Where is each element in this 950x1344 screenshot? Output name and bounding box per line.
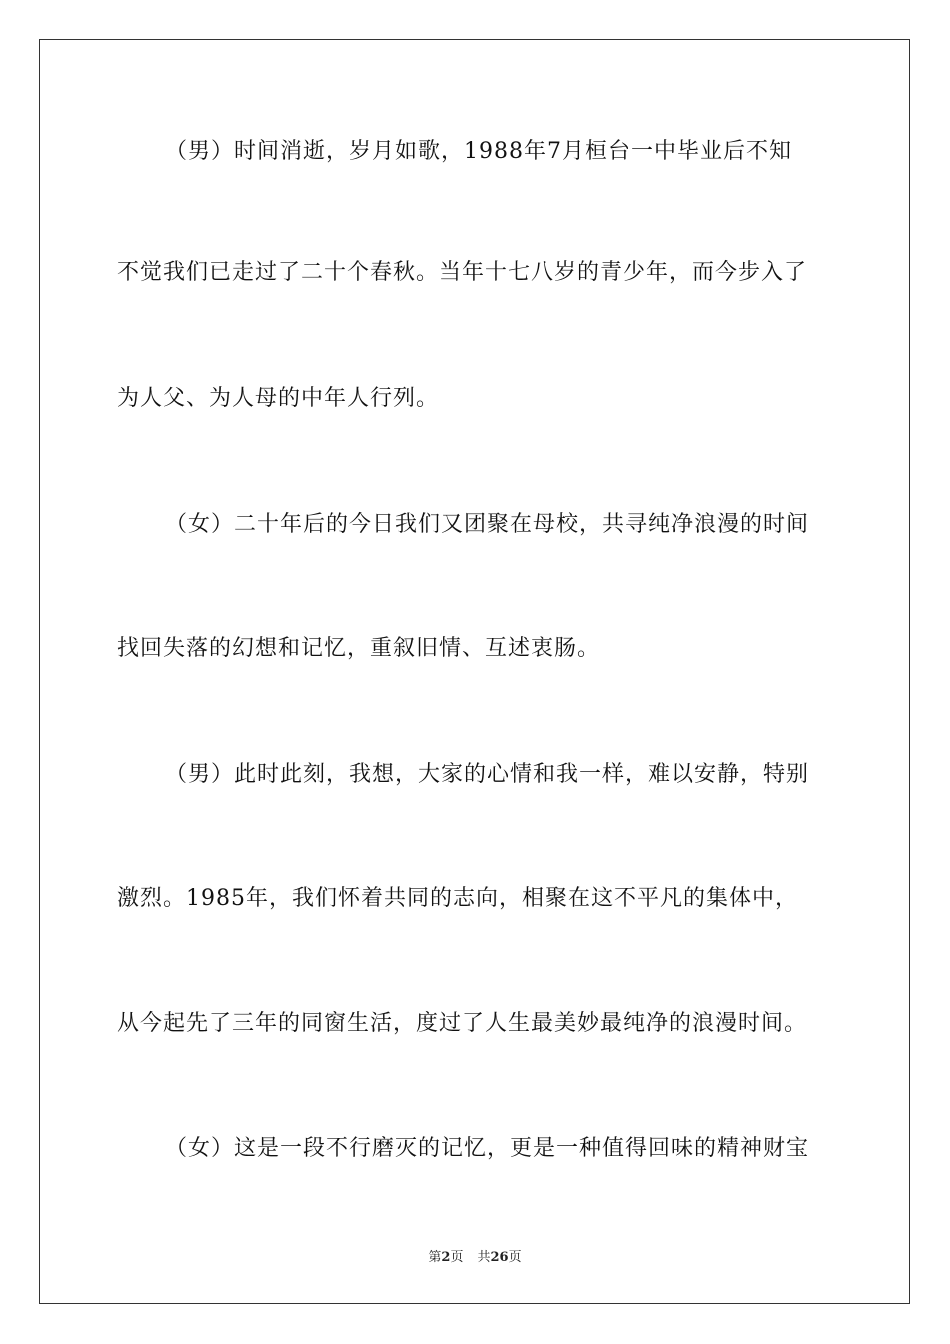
paragraph-line: 找回失落的幻想和记忆，重叙旧情、互述衷肠。 [117, 636, 601, 661]
paragraph-line: 不觉我们已走过了二十个春秋。当年十七八岁的青少年，而今步入了 [117, 260, 808, 285]
paragraph-line: （女）这是一段不行磨灭的记忆，更是一种值得回味的精神财宝 [165, 1136, 810, 1161]
paragraph-line: 激烈。1985年，我们怀着共同的志向，相聚在这不平凡的集体中， [117, 886, 798, 911]
page-prefix: 第 [428, 1250, 442, 1265]
page-footer [0, 1250, 950, 1266]
paragraph-line: （女）二十年后的今日我们又团聚在母校，共寻纯净浪漫的时间 [165, 512, 810, 537]
paragraph-line: 为人父、为人母的中年人行列。 [117, 386, 440, 411]
paragraph-line: （男）时间消逝，岁月如歌，1988年7月桓台一中毕业后不知 [165, 139, 792, 164]
page-suffix: 页 [450, 1250, 464, 1265]
paragraph-line: （男）此时此刻，我想，大家的心情和我一样，难以安静，特别 [165, 762, 810, 787]
page-border [39, 39, 910, 1304]
total-pages: 26 [490, 1250, 509, 1265]
total-prefix: 共 [477, 1250, 491, 1265]
page-number: 2 [441, 1250, 451, 1265]
paragraph-line: 从今起先了三年的同窗生活，度过了人生最美妙最纯净的浪漫时间。 [117, 1011, 808, 1036]
total-suffix: 页 [508, 1250, 522, 1265]
